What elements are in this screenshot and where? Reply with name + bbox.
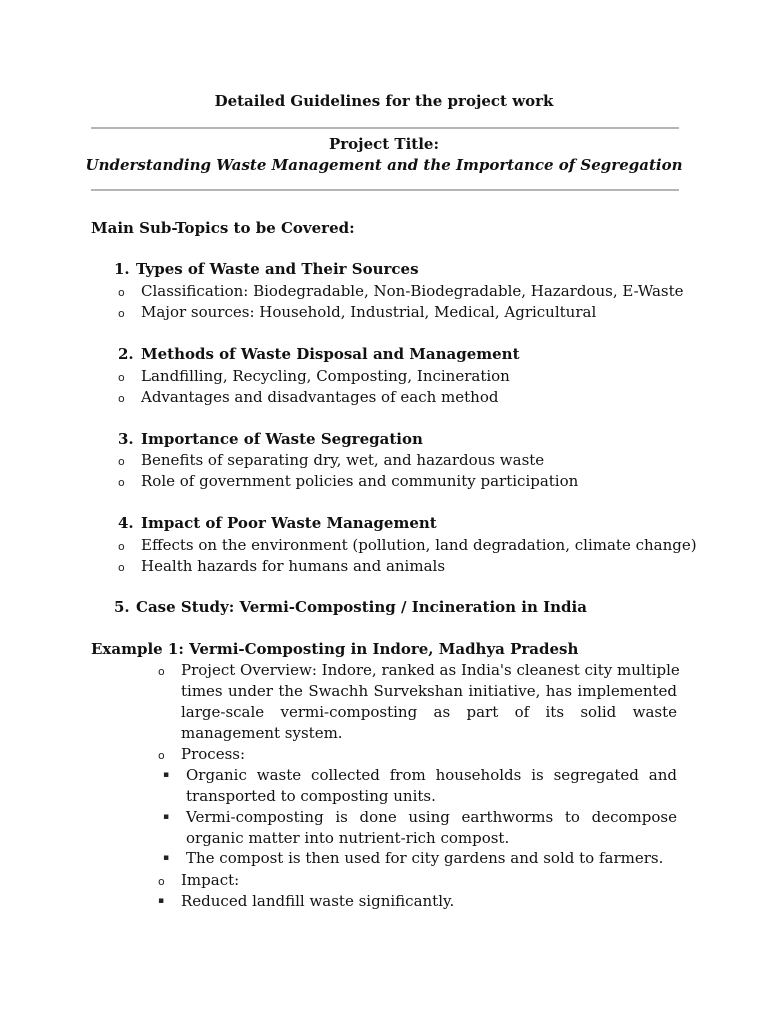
list-item: Health hazards for humans and animals: [141, 557, 446, 575]
subtopics-heading: Main Sub-Topics to be Covered:: [91, 219, 355, 237]
project-title-label: Project Title:: [328, 135, 439, 153]
process-item-1-line-1: Organic waste collected from households is segregated and: [186, 766, 677, 784]
list-item: Role of government policies and community participation: [141, 472, 579, 490]
section-2-heading: Methods of Waste Disposal and Management: [141, 345, 520, 363]
list-item: Classification: Biodegradable, Non-Biodegradable, Hazardous, E-Waste: [141, 282, 684, 300]
section-1-number: 1.: [114, 260, 130, 278]
example-heading: Example 1: Vermi-Composting in Indore, Madhya Pradesh: [91, 640, 579, 658]
overview-line-4: management system.: [181, 724, 343, 742]
square-bullet-icon: ▪: [158, 896, 165, 906]
process-item-1-line-2: transported to composting units.: [186, 787, 436, 805]
circle-bullet-icon: o: [118, 455, 125, 468]
project-title: Understanding Waste Management and the Importance of Segregation: [85, 156, 683, 174]
circle-bullet-icon: o: [118, 561, 125, 574]
overview-line-3: large-scale vermi-composting as part of its solid waste: [181, 703, 677, 721]
square-bullet-icon: ▪: [163, 853, 170, 863]
list-item: Advantages and disadvantages of each method: [141, 388, 499, 406]
circle-bullet-icon: o: [118, 371, 125, 384]
process-item-2-line-2: organic matter into nutrient-rich compost.: [186, 829, 510, 847]
list-item: Effects on the environment (pollution, land degradation, climate change): [141, 536, 697, 554]
document-title: Detailed Guidelines for the project work: [214, 92, 554, 110]
section-4-heading: Impact of Poor Waste Management: [141, 514, 437, 532]
process-item-2-line-1: Vermi-composting is done using earthworms to decompose: [186, 808, 677, 826]
section-5-number: 5.: [114, 598, 130, 616]
circle-bullet-icon: o: [158, 875, 165, 888]
circle-bullet-icon: o: [158, 665, 165, 678]
section-5-heading: Case Study: Vermi-Composting / Incineration in India: [136, 598, 587, 616]
section-1-heading: Types of Waste and Their Sources: [136, 260, 419, 278]
list-item: Major sources: Household, Industrial, Medical, Agricultural: [141, 303, 597, 321]
top-divider: [91, 127, 679, 129]
section-4-number: 4.: [118, 514, 134, 532]
overview-line-1: Project Overview: Indore, ranked as India's cleanest city multiple: [181, 661, 680, 679]
section-2-number: 2.: [118, 345, 134, 363]
impact-label: Impact:: [181, 871, 240, 889]
process-label: Process:: [181, 745, 246, 763]
circle-bullet-icon: o: [118, 307, 125, 320]
impact-item-1: Reduced landfill waste significantly.: [181, 892, 455, 910]
circle-bullet-icon: o: [158, 749, 165, 762]
circle-bullet-icon: o: [118, 392, 125, 405]
bottom-divider: [91, 189, 679, 191]
process-item-3: The compost is then used for city gardens and sold to farmers.: [186, 849, 664, 867]
overview-line-2: times under the Swachh Survekshan initiative, has implemented: [181, 682, 677, 700]
list-item: Landfilling, Recycling, Composting, Incineration: [141, 367, 510, 385]
square-bullet-icon: ▪: [163, 812, 170, 822]
section-3-number: 3.: [118, 430, 134, 448]
circle-bullet-icon: o: [118, 286, 125, 299]
circle-bullet-icon: o: [118, 476, 125, 489]
section-3-heading: Importance of Waste Segregation: [141, 430, 423, 448]
list-item: Benefits of separating dry, wet, and hazardous waste: [141, 451, 545, 469]
circle-bullet-icon: o: [118, 540, 125, 553]
square-bullet-icon: ▪: [163, 770, 170, 780]
